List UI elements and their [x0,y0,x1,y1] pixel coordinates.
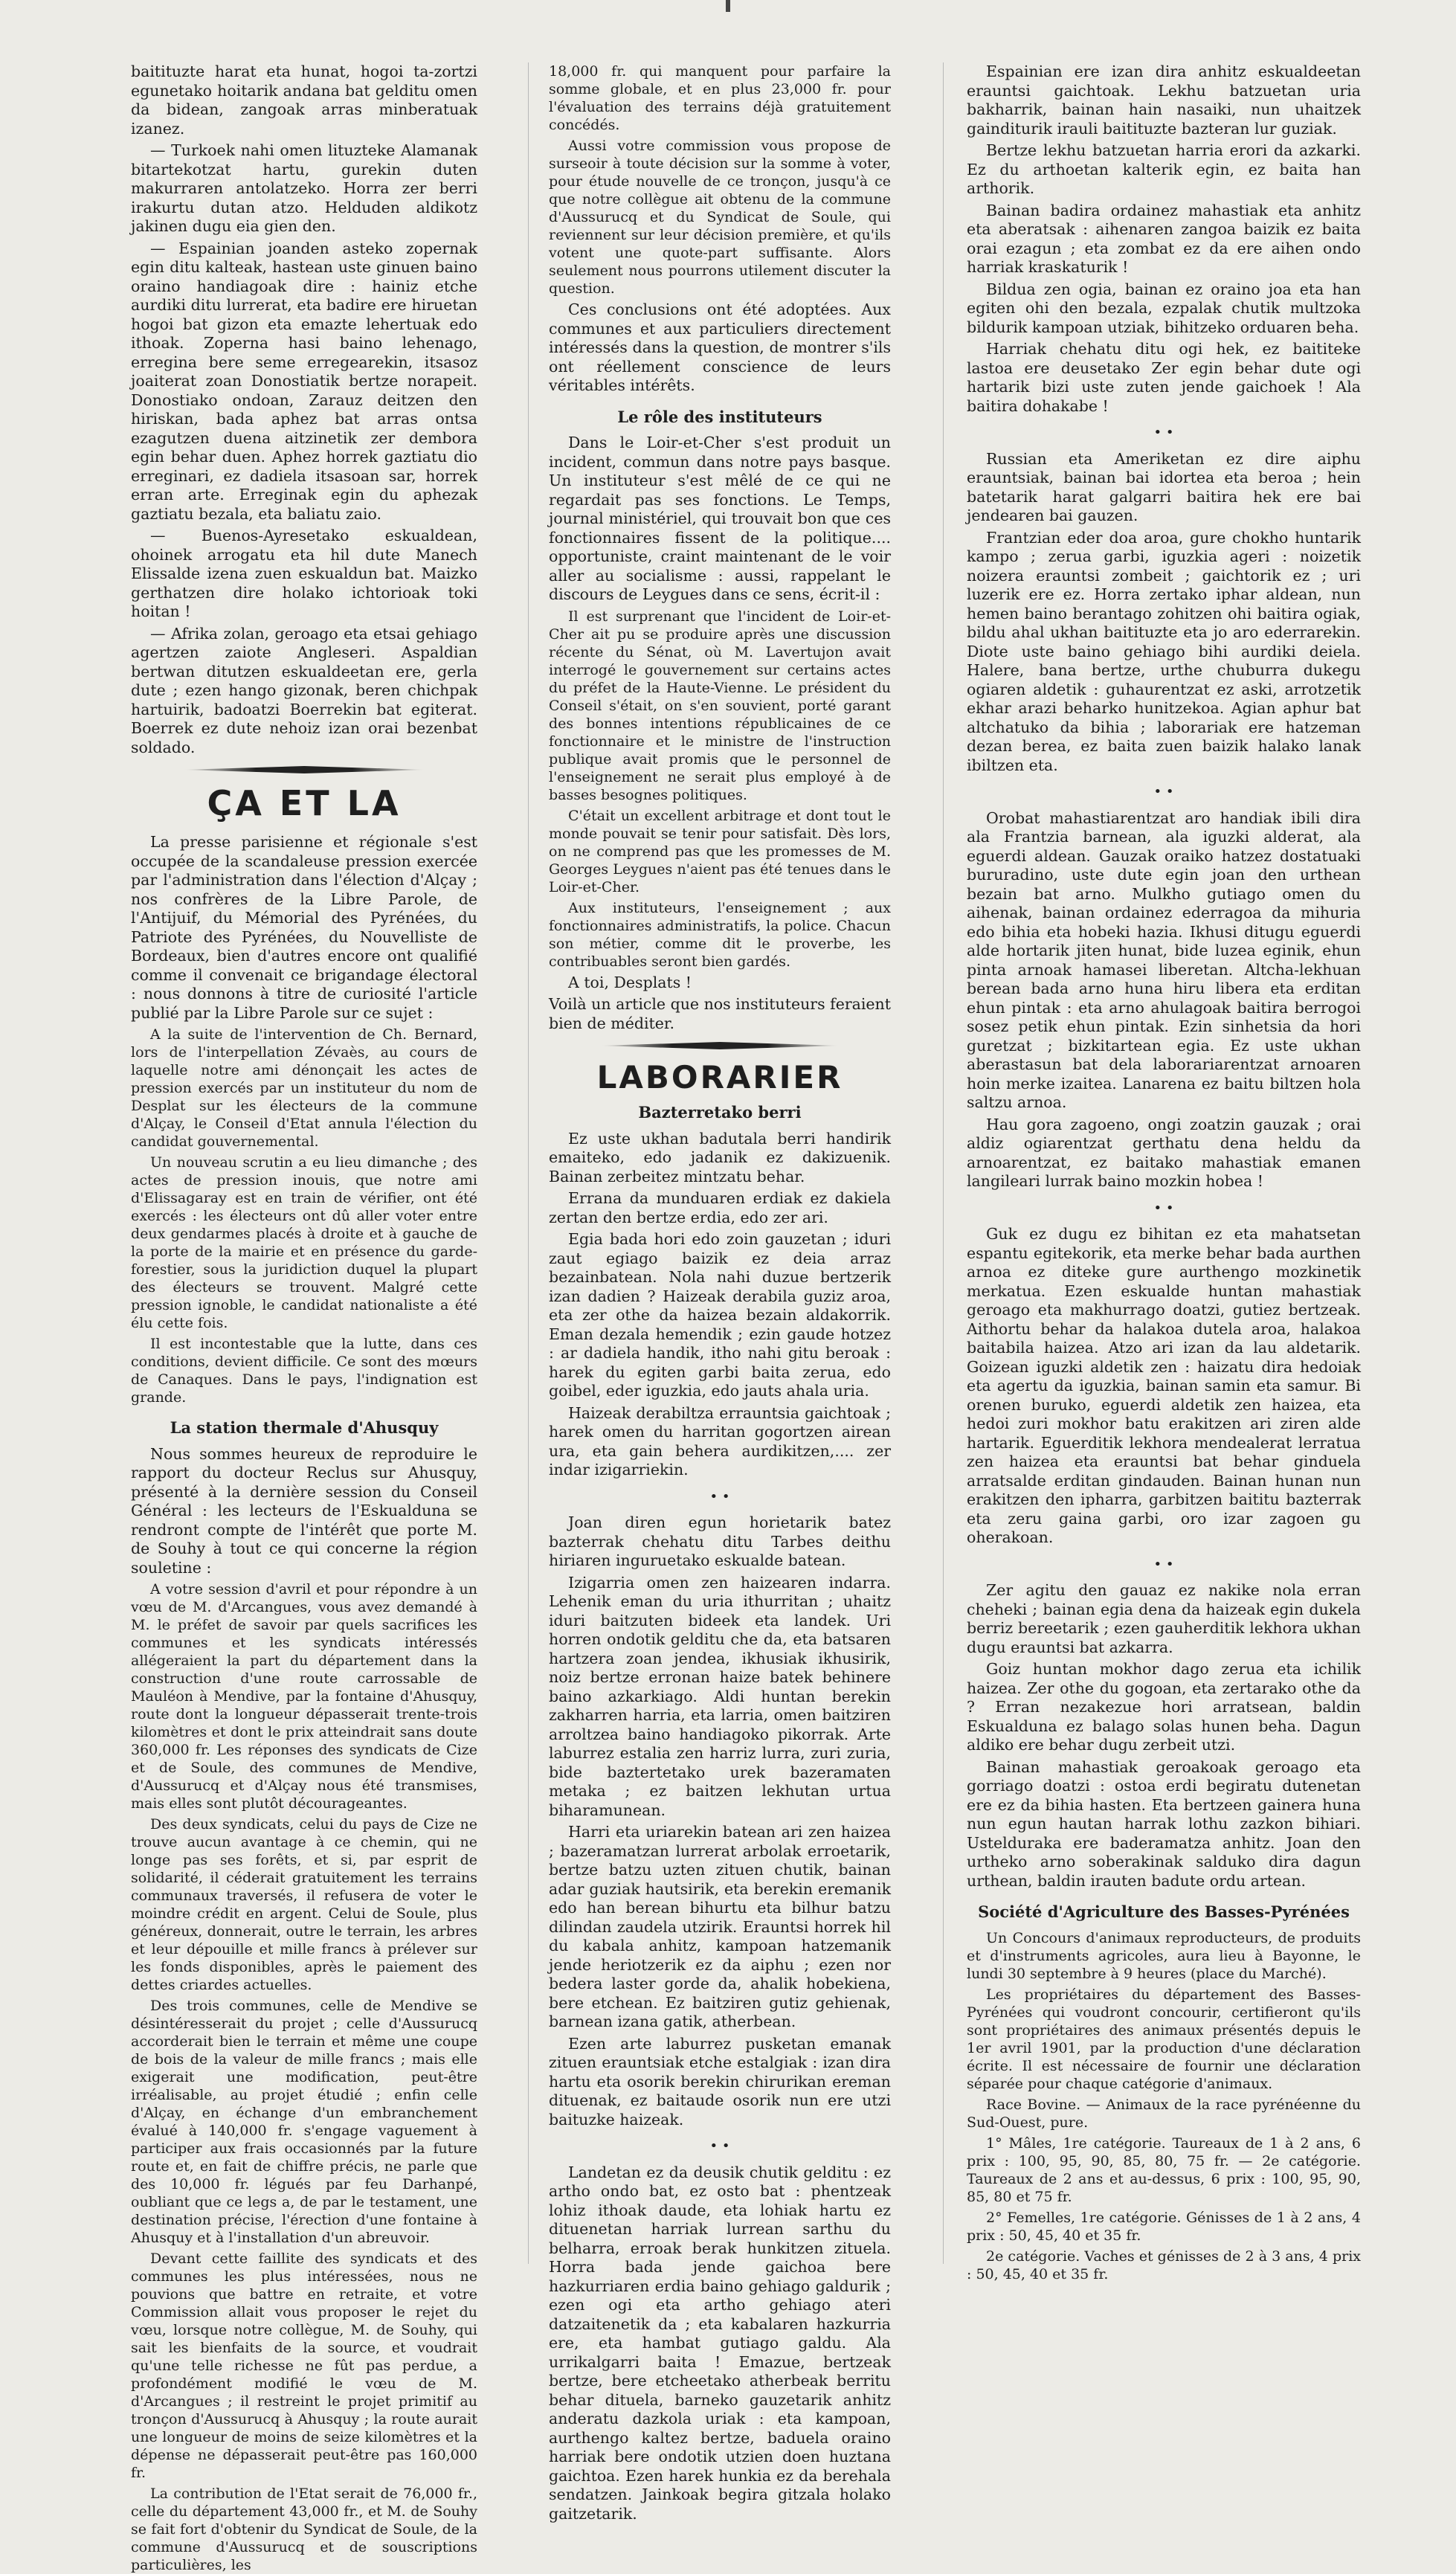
ornament-rule [183,766,425,773]
subheading-ahusquy: La station thermale d'Ahusquy [170,1418,439,1437]
subheading-bazterretako: Bazterretako berri [638,1103,802,1122]
article-paragraph: — Afrika zolan, geroago eta etsai gehiago agertzen zaiote Angleseri. Aspaldian bertwan ditutzen eskualdeetan ere, gerla dute ; ezen hango gizonak, beren chichpak hartuirik, badoatzi Boerrekin bat egiterat. Boerrek ez dute nehoiz izan orai bezenbat soldado. [131,624,477,756]
article-paragraph: Orobat mahastiarentzat aro handiak ibili dira ala Frantzia barnean, ala iguzki alderat, ala eguerdi aldean. Gauzak oraiko hatzez dostatuaki bururadino, uste dute egin joan den urthean bezain bat arno. Mulkho gutiago omen du aihenak, bainan ordainez ederragoa da mihuria edo bihia eta hobeki hazia. Ikhusi ditugu eguerdi alde hortarik jiten hunat, bide luzea eginik, ehun pinta arnoak hamasei liberetan. Altcha-lekhuan berean bada arno huna hiru libera eta erditan ehun pintak : eta arno ahulagoak baitira berrogoi sosez petik ehun pintak. Ezin sinhetsia da hori guretzat ; bizkitartean egia. Ez uste ukhan aberastasun bat dela laborariarentzat arnoaren hoin merke izaitea. Lanarena ez baitu biltzen hola saltzu arnoa. [967,808,1361,1111]
notice-paragraph: 1° Mâles, 1re catégorie. Taureaux de 1 à 2 ans, 6 prix : 100, 95, 90, 85, 80, 75 fr. — 2e catégorie. Taureaux de 2 ans et au-dessus, 6 prix : 100, 95, 90, 85, 80 et 75 fr. [967,2134,1361,2205]
ornament-dots: • • [1153,1556,1174,1572]
ornament-dots: • • [1153,1200,1174,1216]
quoted-paragraph: C'était un excellent arbitrage et dont tout le monde pouvait se tenir pour satisfait. Dès lors, on ne comprend pas que les promesses de M. Georges Leygues n'aient pas été tenues dans le Loir-et-Cher. [549,807,891,895]
column-rule-1 [528,62,529,2264]
article-paragraph: Ezen arte laburrez pusketan emanak zituen erauntsiak etche estalgiak : izan dira hartu eta osorik berekin chirurikan ereman dituenak, ez baitaude osorik nun ere utzi baituzke haizeak. [549,2034,891,2129]
quoted-paragraph: A la suite de l'intervention de Ch. Bernard, lors de l'interpellation Zévaès, au cours de laquelle notre ami dénonçait les actes de pression exercés par un instituteur du nom de Desplat sur les électeurs de la commune d'Alçay, le Conseil d'Etat annula l'élection du candidat gouvernemental. [131,1026,477,1150]
ornament-dots: • • [1153,784,1174,799]
notice-paragraph: Race Bovine. — Animaux de la race pyrénéenne du Sud-Ouest, pure. [967,2096,1361,2131]
article-paragraph: — Turkoek nahi omen lituzteke Alamanak bitartekotzat hartu, gurekin duten makurraren antolatzeko. Horra zer berri irakurtu dutan atzo. Helduden aldikotz jakinen dugu eia gien den. [131,141,477,235]
article-paragraph: Bainan mahastiak geroakoak geroago eta gorriago doatzi : ostoa erdi begiratu dutenetan ere ez da bihia hasten. Eta bertzeen gainera huna nun egun hautan harrak lothu zazkon bihiari. Ustelduraka ere baderamatza anhitz. Joan den urtheko arno soberakinak salduko dira dagun urthean, baldin irauten badute ordu artean. [967,1757,1361,1890]
article-paragraph: Nous sommes heureux de reproduire le rapport du docteur Reclus sur Ahusquy, présenté à la dernière session du Conseil Général : les lecteurs de l'Eskualduna se rendront compte de l'intérêt que porte M. de Souhy à tout ce qui concerne la région souletine : [131,1444,477,1577]
quoted-paragraph: Un nouveau scrutin a eu lieu dimanche ; des actes de pression inouis, que notre ami d'Elissagaray est en train de vérifier, ont été exercés : les électeurs ont dû aller voter entre deux gendarmes placés à droite et à gauche de la porte de la mairie et en présence du garde-forestier, sous la juridiction duquel la plupart des électeurs se trouvent. Malgré cette pression ignoble, le candidat nationaliste a été élu cette fois. [131,1154,477,1331]
article-paragraph: Ez uste ukhan badutala berri handirik emaiteko, edo jadanik ez dakizuenik. Bainan zerbeitez mintzatu behar. [549,1129,891,1185]
article-paragraph: Haizeak derabiltza errauntsia gaichtoak ; harek omen du harritan gogortzen airean ura, eta gain behera aurdikitzen,.... zer indar izigarriekin. [549,1403,891,1479]
quoted-paragraph: Aussi votre commission vous propose de surseoir à toute décision sur la somme à voter, pour étude nouvelle de ce tronçon, jusqu'à ce que notre collègue ait obtenu de la commune d'Aussurucq et du Syndicat de Soule, qui reviennent sur leur décision première, et qu'ils votent une quote-part suffisante. Alors seulement nous pourrons utilement discuter la question. [549,138,891,297]
notice-paragraph: Un Concours d'animaux reproducteurs, de produits et d'instruments agricoles, aura lieu à Bayonne, le lundi 30 septembre à 9 heures (place du Marché). [967,1929,1361,1982]
article-paragraph: — Espainian joanden asteko zopernak egin ditu kalteak, hastean uste ginuen baino oraino handiagoak dire : hainiz etche aurdiki ditu lurrerat, eta badire ere hiruetan hogoi bat gizon eta emazte lehertuak edo ithoak. Zoperna hasi baino lehenago, erregina bere seme erregearekin, itsasoz joaiterat zoan Donostiatik bertze norapeit. Donostiako ondoan, Zarauz deitzen den hiriskan, bada aphez bat arras ontsa ezagutzen duena aitzinetik zer dembora egin behar duen. Aphez horrek gaztiatu dio erreginari, ez dadiela itsasoan sar, horrek erran arte. Erreginak egin du aphezak gaztiatu bezala, eta baliatu zaio. [131,239,477,523]
column-left [131,62,477,2573]
article-paragraph: Egia bada hori edo zoin gauzetan ; iduri zaut egiago baizik ez deia arraz bezainbatean. Nola nahi duzue bertzerik izan dadien ? Haizeak derabila guziz aroa, eta zer othe da haizea bezain aldakorrik. Eman dezala hemendik ; ezin gaude hotzez : ar dadiela handik, itho nahi gitu beroak : harek du egiten garbi baita zerua, edo goibel, eder iguzkia, edo jauts ahala uria. [549,1230,891,1400]
article-paragraph: La presse parisienne et régionale s'est occupée de la scandaleuse pression exercée par l'administration dans l'élection d'Alçay ; nos confrères de la Libre Parole, de l'Antijuif, du Mémorial des Pyrénées, du Patriote des Pyrénées, du Nouvelliste de Bordeaux, bien d'autres encore ont qualifié comme il convenait ce brigandage électoral : nous donnons à titre de curiosité l'article publié par la Libre Parole sur ce sujet : [131,833,477,1022]
article-paragraph: Dans le Loir-et-Cher s'est produit un incident, commun dans notre pays basque. Un instituteur s'est mêlé de ce qui ne regardait pas ses fonctions. Le Temps, journal ministériel, qui trouvait bon que ces fonctionnaires fissent de la politique.... opportuniste, craint maintenant de le voir aller au socialisme : aussi, rappelant le discours de Leygues dans ce sens, écrit-il : [549,434,891,603]
column-rule-2 [943,62,944,2264]
quoted-paragraph: La contribution de l'Etat serait de 76,000 fr., celle du département 43,000 fr., et M. de Souhy se fait fort d'obtenir du Syndicat de Soule, de la commune d'Aussurucq et de souscriptions particulières, les [131,2485,477,2573]
article-paragraph: Bertze lekhu batzuetan harria erori da azkarki. Ez du arthoetan kalterik egin, ez baita han arthorik. [967,141,1361,197]
section-title-laborarier: LABORARIER [596,1059,843,1095]
article-paragraph: Bainan badira ordainez mahastiak eta anhitz eta aberatsak : aihenaren zangoa baizik ez baita orai ezagun ; eta zombat ez da ere aihen ondo harriak kraskaturik ! [967,201,1361,276]
article-paragraph: Espainian ere izan dira anhitz eskualdeetan erauntsi gaichtoak. Lekhu batzuetan uria bakharrik, bainan hain nasaiki, nun uhaitzek gainditurik irauli baitituzte bazteran lur guziak. [967,62,1361,138]
quoted-paragraph: Il est surprenant que l'incident de Loir-et-Cher ait pu se produire après une discussion récente du Sénat, où M. Lavertujon avait interrogé le gouvernement sur certains actes du préfet de la Haute-Vienne. Le président du Conseil s'était, on s'en souvient, porté garant des bonnes intentions républicaines de ce fonctionnaire et le ministre de l'instruction publique avait promis que le personnel de l'enseignement ne serait plus employé à de basses besognes politiques. [549,608,891,803]
quoted-paragraph: Il est incontestable que la lutte, dans ces conditions, devient difficile. Ce sont des mœurs de Canaques. Dans le pays, l'indignation est grande. [131,1336,477,1406]
article-paragraph: Joan diren egun horietarik batez bazterrak chehatu ditu Tarbes deithu hiriaren inguruetako eskualde batean. [549,1513,891,1569]
quoted-paragraph: Des trois communes, celle de Mendive se désintéresserait du projet ; celle d'Aussurucq accorderait bien le terrain et même une coupe de bois de la valeur de mille francs ; mais elle exigerait une modification, peut-être irréalisable, au projet étudié ; enfin celle d'Alçay, en échange d'un embranchement évalué à 140,000 fr. s'engage vaguement à participer aux frais occasionnés par la future route et, en fait de chiffre précis, ne parle que des 10,000 fr. légués par feu Darhanpé, oubliant que ce legs a, de par le testament, une destination précise, l'érection d'une fontaine à Ahusquy et à l'installation d'un abreuvoir. [131,1998,477,2246]
column-right [967,62,1361,2286]
ornament-dots: • • [1153,425,1174,440]
subheading-instituteurs: Le rôle des instituteurs [617,407,822,426]
article-paragraph: Frantzian eder doa aroa, gure chokho huntarik kampo ; zerua garbi, iguzkia ageri : noizetik noizera erauntsi zombeit ; gaichtorik ez ; uri luzerik ere ez. Horra zertako iphar aldean, nun hemen baino berantago zohitzen ohi baitira ogiak, bildu ahal ukhan baitituzte eta jo aro ederrarekin. Diote uste baino gehiago bihi aurdiki deiela. Halere, bana bertze, urthe chuburra dukegu ogiaren aldetik : guhaurentzat ez aski, arrotzetik ekhar arazi beharko hunitzekoa. Agian aphur bat altchatuko da bihia ; laborariak ere hatzeman dezan berea, ez baita zuen baizik halako lanak ibiltzen eta. [967,528,1361,774]
notice-paragraph: 2° Femelles, 1re catégorie. Génisses de 1 à 2 ans, 4 prix : 50, 45, 40 et 35 fr. [967,2209,1361,2244]
quoted-paragraph: 18,000 fr. qui manquent pour parfaire la somme globale, et en plus 23,000 fr. pour l'évaluation des terrains déjà gratuitement concédés. [549,63,891,133]
article-paragraph: Goiz huntan mokhor dago zerua eta ichilik haizea. Zer othe du gogoan, eta zertarako othe da ? Erran nezakezue hori arratsean, baldin Eskualduna ez balago solas hunen beha. Dagun aldiko ere behar dugu zerbeit utzi. [967,1660,1361,1754]
notice-paragraph: Les propriétaires du département des Basses-Pyrénées qui voudront concourir, certifieront qu'ils sont propriétaires des animaux présentés depuis le 1er avril 1901, par la production d'une déclaration écrite. Il est nécessaire de fournir une déclaration séparée pour chaque catégorie d'animaux. [967,1986,1361,2092]
article-paragraph: A toi, Desplats ! [568,973,692,991]
section-title-ca-et-la: ÇA ET LA [207,783,402,823]
article-paragraph: Izigarria omen zen haizearen indarra. Lehenik eman du uria ithurritan ; uhaitz iduri baitzuten bideek eta landek. Uri horren ondotik gelditu che da, eta batsaren hartzera zoan jendea, ikhusiak ikhusirik, noiz bertze erronan haize batek behinere baino azkarkiago. Aldi huntan berekin zakharren harria, eta larria, omen baitziren arroltzea baino handiagoko pikorrak. Arte laburrez estalia zen harriz lurra, zuri zuria, bide baztertetako urek bazeramaten metaka ; ez baitzen lekhutan urtua biharamunean. [549,1573,891,1819]
article-paragraph: Errana da munduaren erdiak ez dakiela zertan den bertze erdia, edo zer ari. [549,1189,891,1226]
column-middle [549,62,891,2523]
quoted-paragraph: A votre session d'avril et pour répondre à un vœu de M. d'Arcangues, vous avez demandé à M. le préfet de savoir par quels sacrifices les communes et les syndicats intéressés allégeraient la part du département dans la construction d'une route carrossable de Mauléon à Mendive, par la fontaine d'Ahusquy, route dont la longueur dépasserait trente-trois kilomètres et dont le prix atteindrait sans doute 360,000 fr. Les réponses des syndicats de Cize et de Soule, des communes de Mendive, d'Aussurucq et d'Alçay nous été transmises, mais elles sont plutôt décourageantes. [131,1581,477,1812]
article-paragraph: Russian eta Ameriketan ez dire aiphu erauntsiak, bainan bai idortea eta beroa ; hein batetarik harat galgarri baitira hek ere bai jendearen bai gauzen. [967,449,1361,524]
article-paragraph: Guk ez dugu ez bihitan ez eta mahatsetan espantu egitekorik, eta merke behar bada aurthen arnoa ez diteke gure aurthengo mozkinetik merkatua. Ezen eskualde huntan mahastiak geroago eta makhurrago doatzi, gutiez bertzeak. Aithortu behar da halakoa dutela aroa, halakoa baitabila haizea. Atzo ari izan da lau aldetarik. Goizean iguzki aldetik zen : haizatu dira hedoiak eta agertu da iguzkia, bainan samin eta samur. Bi orenen buruko, eguerdi aldetik zen haizea, eta hedoi zuri mokhor batu erakitzen ari ziren alde hartarik. Eguerditik lekhora mendealerat lerratua zen haizea eta erauntsi bat behar ginduela arratsalde erditan gindauden. Bainan hunan nun erakitzen den ipharra, garbitzen baititu bazterrak eta zeru gaina garbi, oro izar zagoen gu oherakoan. [967,1225,1361,1546]
ornament-dots: • • [709,1488,730,1505]
notice-paragraph: 2e catégorie. Vaches et génisses de 2 à 3 ans, 4 prix : 50, 45, 40 et 35 fr. [967,2248,1361,2282]
quoted-paragraph: Devant cette faillite des syndicats et des communes les plus intéressées, nous ne pouvions que battre en retraite, et votre Commission allait vous proposer le rejet du vœu, lorsque notre collègue, M. de Souhy, qui sait les bienfaits de la source, et voudrait qu'une telle richesse ne fût pas perdue, a profondément modifié le vœu de M. d'Arcangues ; il restreint le projet primitif au tronçon d'Aussurucq à Ahusquy ; la route aurait une longueur de moins de seize kilomètres et la dépense ne dépasserait peut-être pas 160,000 fr. [131,2250,477,2481]
article-paragraph: Ces conclusions ont été adoptées. Aux communes et aux particuliers directement intéressés dans la question, de montrer s'ils ont réellement conscience de leurs véritables intérêts. [549,300,891,394]
article-paragraph: baitituzte harat eta hunat, hogoi ta-zortzi egunetako hoitarik andana bat gelditu omen da bidean, zangoak arras minberatuak izanez. [131,62,477,138]
article-paragraph: Landetan ez da deusik chutik gelditu : ez artho ondo bat, ez osto bat : phentzeak lohiz ithoak daude, eta lohiak hartu ez dituenetan harriak lurrean sarthu du belharra, erroak berak hunkitzen zituela. Horra bada jende gaichoa bere hazkurriaren erdia baino gehiago galdurik ; ezen ogi eta artho gehiago ateri datzaitenetik da ; eta kabalaren hazkurria ere, eta hambat gutiago galdu. Ala urrikalgarri baita ! Emazue, bertzeak bertze, bere etcheetako atherbeak berritu behar dituela, barneko gauzetarik anhitz anderatu dazkola uriak : eta kampoan, aurthengo kaltez bertze, baduela oraino harriak bere ondotik utzien doen huztana gaichtoa. Ezen harek hunkia ez da berehala sendatzen. Jainkoak begira gitzala holako gaitzetarik. [549,2163,891,2523]
ornament-dots: • • [709,2138,730,2154]
page-fold-mark [726,0,730,12]
article-paragraph: — Buenos-Ayresetako eskualdean, ohoinek arrogatu eta hil dute Manech Elissalde izena zuen eskualdun bat. Maizko gerthatzen dire holako ichtorioak toki hoitan ! [131,527,477,620]
article-paragraph: Harri eta uriarekin batean ari zen haizea ; bazeramatzan lurrerat arbolak erroetarik, bertze batzu uzten zituen chutik, bainan adar guziak hautsirik, eta berekin eremanik edo han berean bihurtu eta bilhur batzu dilindan zaudela utzirik. Erauntsi horrek hil du kabala anhitz, kampoan hatzemanik jende heriotzerik ez da aiphu ; ezen nor bedera laster gorde da, ahalik hobekiena, bere etchean. Ez baitziren gutiz gehienak, barnean izana gatik, atherbean. [549,1823,891,2030]
article-paragraph: Hau gora zagoeno, ongi zoatzin gauzak ; orai aldiz ogiarentzat gerthatu dena heldu da arnoarentzat, ez baitako mahastiak emanen langileari lurrak baino mozkin hobea ! [967,1115,1361,1190]
article-paragraph: Voilà un article que nos instituteurs feraient bien de méditer. [549,995,891,1032]
quoted-paragraph: Des deux syndicats, celui du pays de Cize ne trouve aucun avantage à ce chemin, qui ne longe pas ses forêts, et si, par esprit de solidarité, il céderait gratuitement les terrains communaux traversés, il refusera de voter le moindre crédit en argent. Celui de Soule, plus généreux, donnerait, outre le terrain, les arbres et leur dépouille et mille francs à prélever sur les fonds disponibles, après le paiement des dettes criardes actuelles. [131,1816,477,1993]
ornament-rule [600,1042,840,1049]
article-paragraph: Harriak chehatu ditu ogi hek, ez baititeke lastoa ere deusetako Zer egin behar dute ogi hartarik bizi uste zuten jende gaichoek ! Ala baitira dohakabe ! [967,340,1361,415]
subheading-societe-agriculture: Société d'Agriculture des Basses-Pyrénées [978,1902,1350,1921]
quoted-paragraph: Aux instituteurs, l'enseignement ; aux fonctionnaires administratifs, la police. Chacun son métier, comme dit le proverbe, les contribuables seront bien gardés. [549,899,891,970]
article-paragraph: Zer agitu den gauaz ez nakike nola erran cheheki ; bainan egia dena da haizeak egin dukela berriz bereetarik ; ezen gauherditik lekhora ukhan dugu erauntsi bat azkarra. [967,1581,1361,1656]
article-paragraph: Bildua zen ogia, bainan ez oraino joa eta han egiten ohi den bezala, ezpalak chutik multzoka bildurik kampoan utziak, bihitzeko orduaren beha. [967,280,1361,336]
